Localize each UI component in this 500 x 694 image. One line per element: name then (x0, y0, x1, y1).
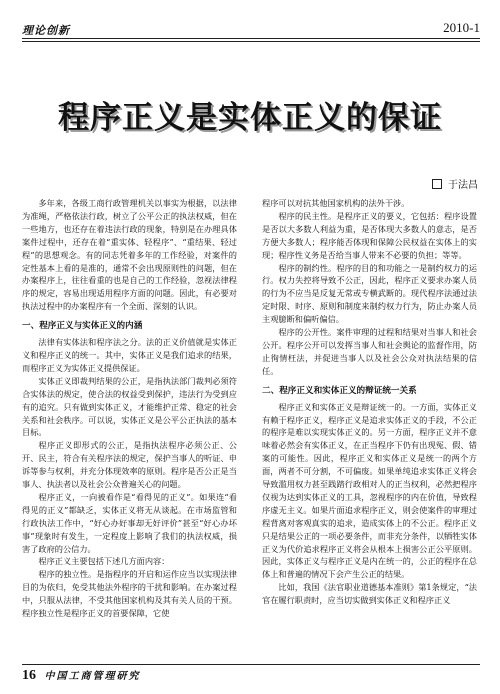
paragraph: 程序的制约性。程序的目的和功能之一是制约权力的运行。权力失控将导致不公正，因此，程序正义要求办案人员的行为不应当是反复无常或专横武断的。现代程序法通过法定时限、时序、原则和制度来制约权力行为，防止办案人员主观臆断和偏听偏信。 (262, 262, 477, 325)
left-column (22, 197, 237, 620)
paragraph: 程序的民主性。是程序正义的要义，它包括：程序设置是否以大多数人利益为重，是否体现大多数人的意志，是否方便大多数人；程序能否体现和保障公民权益在实体上的实现；程序性义务是否给当事人带来不必要的负担；等等。 (262, 210, 477, 260)
magazine-name: 中国工商管理研究 (44, 671, 141, 682)
author-name: 于法昌 (448, 180, 478, 191)
page-number: 16 (22, 668, 36, 683)
paragraph: 实体正义即裁判结果的公正，是指执法部门裁判必须符合实体法的规定，使合法的权益受到保护，违法行为受到应有的追究。只有做到实体正义，才能维护正常、稳定的社会关系和社会秩序。可以说，实体正义是公平公正执法的基本目标。 (22, 375, 237, 438)
author-line (432, 176, 478, 191)
paragraph: 比如，我国《法官职业道德基本准则》第1条规定，“法官在履行职责时，应当切实做到实体正义和程序正义 (262, 582, 477, 606)
square-icon (432, 179, 442, 189)
paragraph: 程序可以对抗其他国家机构的法外干涉。 (262, 198, 410, 208)
section-label: 理论创新 (22, 24, 70, 37)
paragraph: 程序正义主要包括下述几方面内容： (38, 556, 170, 567)
header-rule-bottom (22, 41, 480, 42)
paragraph: 程序的独立性。是指程序的开启和运作应当以实现法律目的为依归，免受其他法外程序的干扰和影响。在办案过程中，只服从法律，不受其他国家机构及其有关人员的干预。程序独立性是程序正义的首要保障，它使 (22, 569, 237, 619)
paragraph: 法律有实体法和程序法之分。法的正义价值就是实体正义和程序正义的统一。其中，实体正义是我们追求的结果，而程序正义为实体正义提供保证。 (22, 337, 237, 373)
header-rule-top (22, 38, 480, 39)
paragraph: 程序正义，一向被看作是“看得见的正义”。如果连“看得见的正义”都缺乏，实体正义将无从谈起。在市场监管和行政执法工作中，“好心办好事却无好评价”甚至“好心办坏事”现象时有发生，一定程度上影响了我们的执法权威，损害了政府的公信力。 (22, 491, 237, 554)
section-heading: 一、程序正义与实体正义的内涵 (22, 321, 143, 332)
paragraph: 多年来，各级工商行政管理机关以事实为根据，以法律为准绳，严格依法行政，树立了公平公正的执法权威，但在一些地方，也还存在着违法行政的现象，特别是在办理具体案件过程中，还存在着“重实体、轻程序”、“重结果、轻过程”的思想观念。有的同志凭着多年的工作经验，对案件的定性基本上看的是准的，通常不会出现原则性的问题，但在办案程序上，往往看重的也是自己的工作经验，忽视法律程序的规定，容易出现适用程序方面的问题。因此，有必要对执法过程中的办案程序有一个全面、深刻的认识。 (22, 198, 237, 312)
paragraph: 程序的公开性。案件审理的过程和结果对当事人和社会公开。程序公开可以发挥当事人和社会舆论的监督作用，防止徇情枉法，并促进当事人以及社会公众对执法结果的信任。 (262, 327, 477, 376)
right-column (262, 197, 477, 607)
paragraph: 程序正义即形式的公正，是指执法程序必须公正、公开、民主，符合有关程序法的规定，保护当事人的听证、申诉等参与权利，并充分体现效率的原则。程序是否公正是当事人、执法者以及社会公众普遍关心的问题。 (22, 440, 237, 490)
paragraph: 程序正义和实体正义是辩证统一的。一方面，实体正义有赖于程序正义，程序正义是追求实体正义的手段，不公正的程序是难以实现实体正义的。另一方面，程序正义并不意味着必然会有实体正义，在正当程序下仍有出现冤、假、错案的可能性。因此，程序正义和实体正义是统一的两个方面，两者不可分割，不可偏废。如果单纯追求实体正义将会导致滥用权力甚至践踏行政相对人的正当权利，必然把程序仅视为达到实体正义的工具，忽视程序的内在价值，导致程序虚无主义。如果片面追求程序正义，则会使案件的审理过程背离对客观真实的追求，造成实体上的不公正。程序正义只是结果公正的一项必要条件，而非充分条件，以牺牲实体正义为代价追求程序正义将会从根本上损害公正公平原则。因此，实体正义与程序正义是内在统一的，公正的程序在总体上和普遍的情况下会产生公正的结果。 (262, 401, 477, 580)
issue-number: 2010-1 (443, 20, 480, 35)
page-footer (22, 667, 141, 684)
footer-rule (22, 664, 480, 665)
section-heading: 二、程序正义和实体正义的辩证统一关系 (262, 385, 417, 396)
article-title: 程序正义是实体正义的保证 (58, 100, 442, 136)
